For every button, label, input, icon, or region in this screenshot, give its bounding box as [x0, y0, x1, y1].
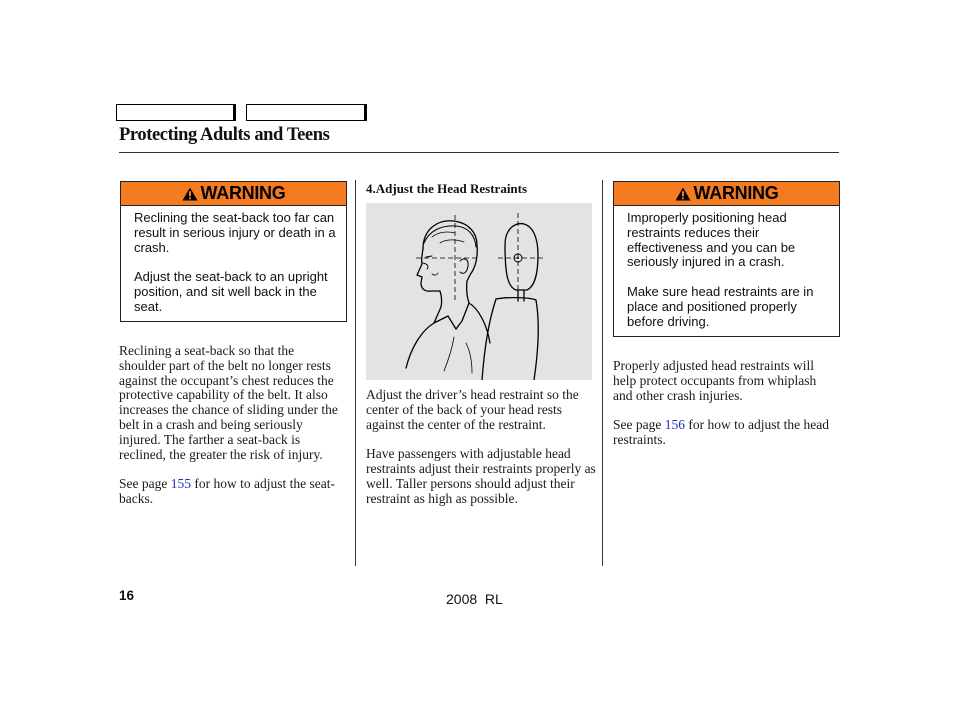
warning-paragraph: Reclining the seat-back too far can result in serious injury or death in a crash.	[134, 210, 336, 255]
warning-triangle-icon	[182, 187, 198, 201]
see-page-prefix: See page	[613, 417, 665, 433]
body-paragraph: Reclining a seat-back so that the shoulder part of the belt no longer rests against the occupant’s chest reduces the protective capability of the belt. It also increases the chance of sliding under the belt in a crash and being seriously injured. The farther a seat-back is reclined, the greater the risk of injury.	[119, 343, 338, 462]
warning-paragraph: Adjust the seat-back to an upright position, and sit well back in the seat.	[134, 269, 328, 314]
column-divider-left	[355, 180, 356, 566]
left-body-text	[119, 344, 343, 507]
page-number: 16	[119, 588, 135, 603]
warning-header	[614, 182, 839, 206]
right-body-text	[613, 359, 835, 448]
warning-triangle-icon	[675, 187, 691, 201]
warning-body	[121, 206, 346, 321]
warning-label: WARNING	[693, 183, 779, 203]
body-paragraph: Have passengers with adjustable head restraints adjust their restraints properly as well. Taller persons should adjust their restraint as high as possible.	[366, 446, 596, 506]
section-heading: 4.Adjust the Head Restraints	[366, 181, 528, 196]
right-warning-box	[613, 181, 840, 337]
footer-model-name: 2008 RL	[446, 591, 503, 607]
warning-label: WARNING	[200, 183, 286, 203]
page-title: Protecting Adults and Teens	[119, 125, 330, 145]
warning-paragraph: Improperly positioning head restraints reduces their effectiveness and you can be seriously injured in a crash.	[627, 210, 796, 270]
column-divider-right	[602, 180, 603, 566]
page-link-156[interactable]: 156	[664, 417, 685, 433]
see-page-reference	[119, 477, 343, 507]
see-page-prefix: See page	[119, 476, 171, 492]
body-paragraph: Adjust the driver’s head restraint so the center of the back of your head rests against the center of the restraint.	[366, 387, 579, 432]
header-tab-box-2	[246, 104, 367, 121]
head-restraint-illustration	[366, 203, 592, 380]
see-page-suffix: for how to adjust the head restraints.	[613, 417, 829, 447]
title-rule	[119, 152, 839, 153]
warning-paragraph: Make sure head restraints are in place and positioned properly before driving.	[627, 284, 814, 329]
warning-header	[121, 182, 346, 206]
body-paragraph: Properly adjusted head restraints will help protect occupants from whiplash and other crash injuries.	[613, 358, 817, 403]
warning-body	[614, 206, 839, 336]
page-link-155[interactable]: 155	[170, 476, 191, 492]
header-tab-box-1	[116, 104, 236, 121]
middle-body-text	[366, 388, 596, 506]
see-page-suffix: for how to adjust the seat-backs.	[119, 476, 335, 506]
see-page-reference	[613, 418, 835, 448]
left-warning-box	[120, 181, 347, 322]
head-restraint-drawing	[366, 203, 592, 380]
